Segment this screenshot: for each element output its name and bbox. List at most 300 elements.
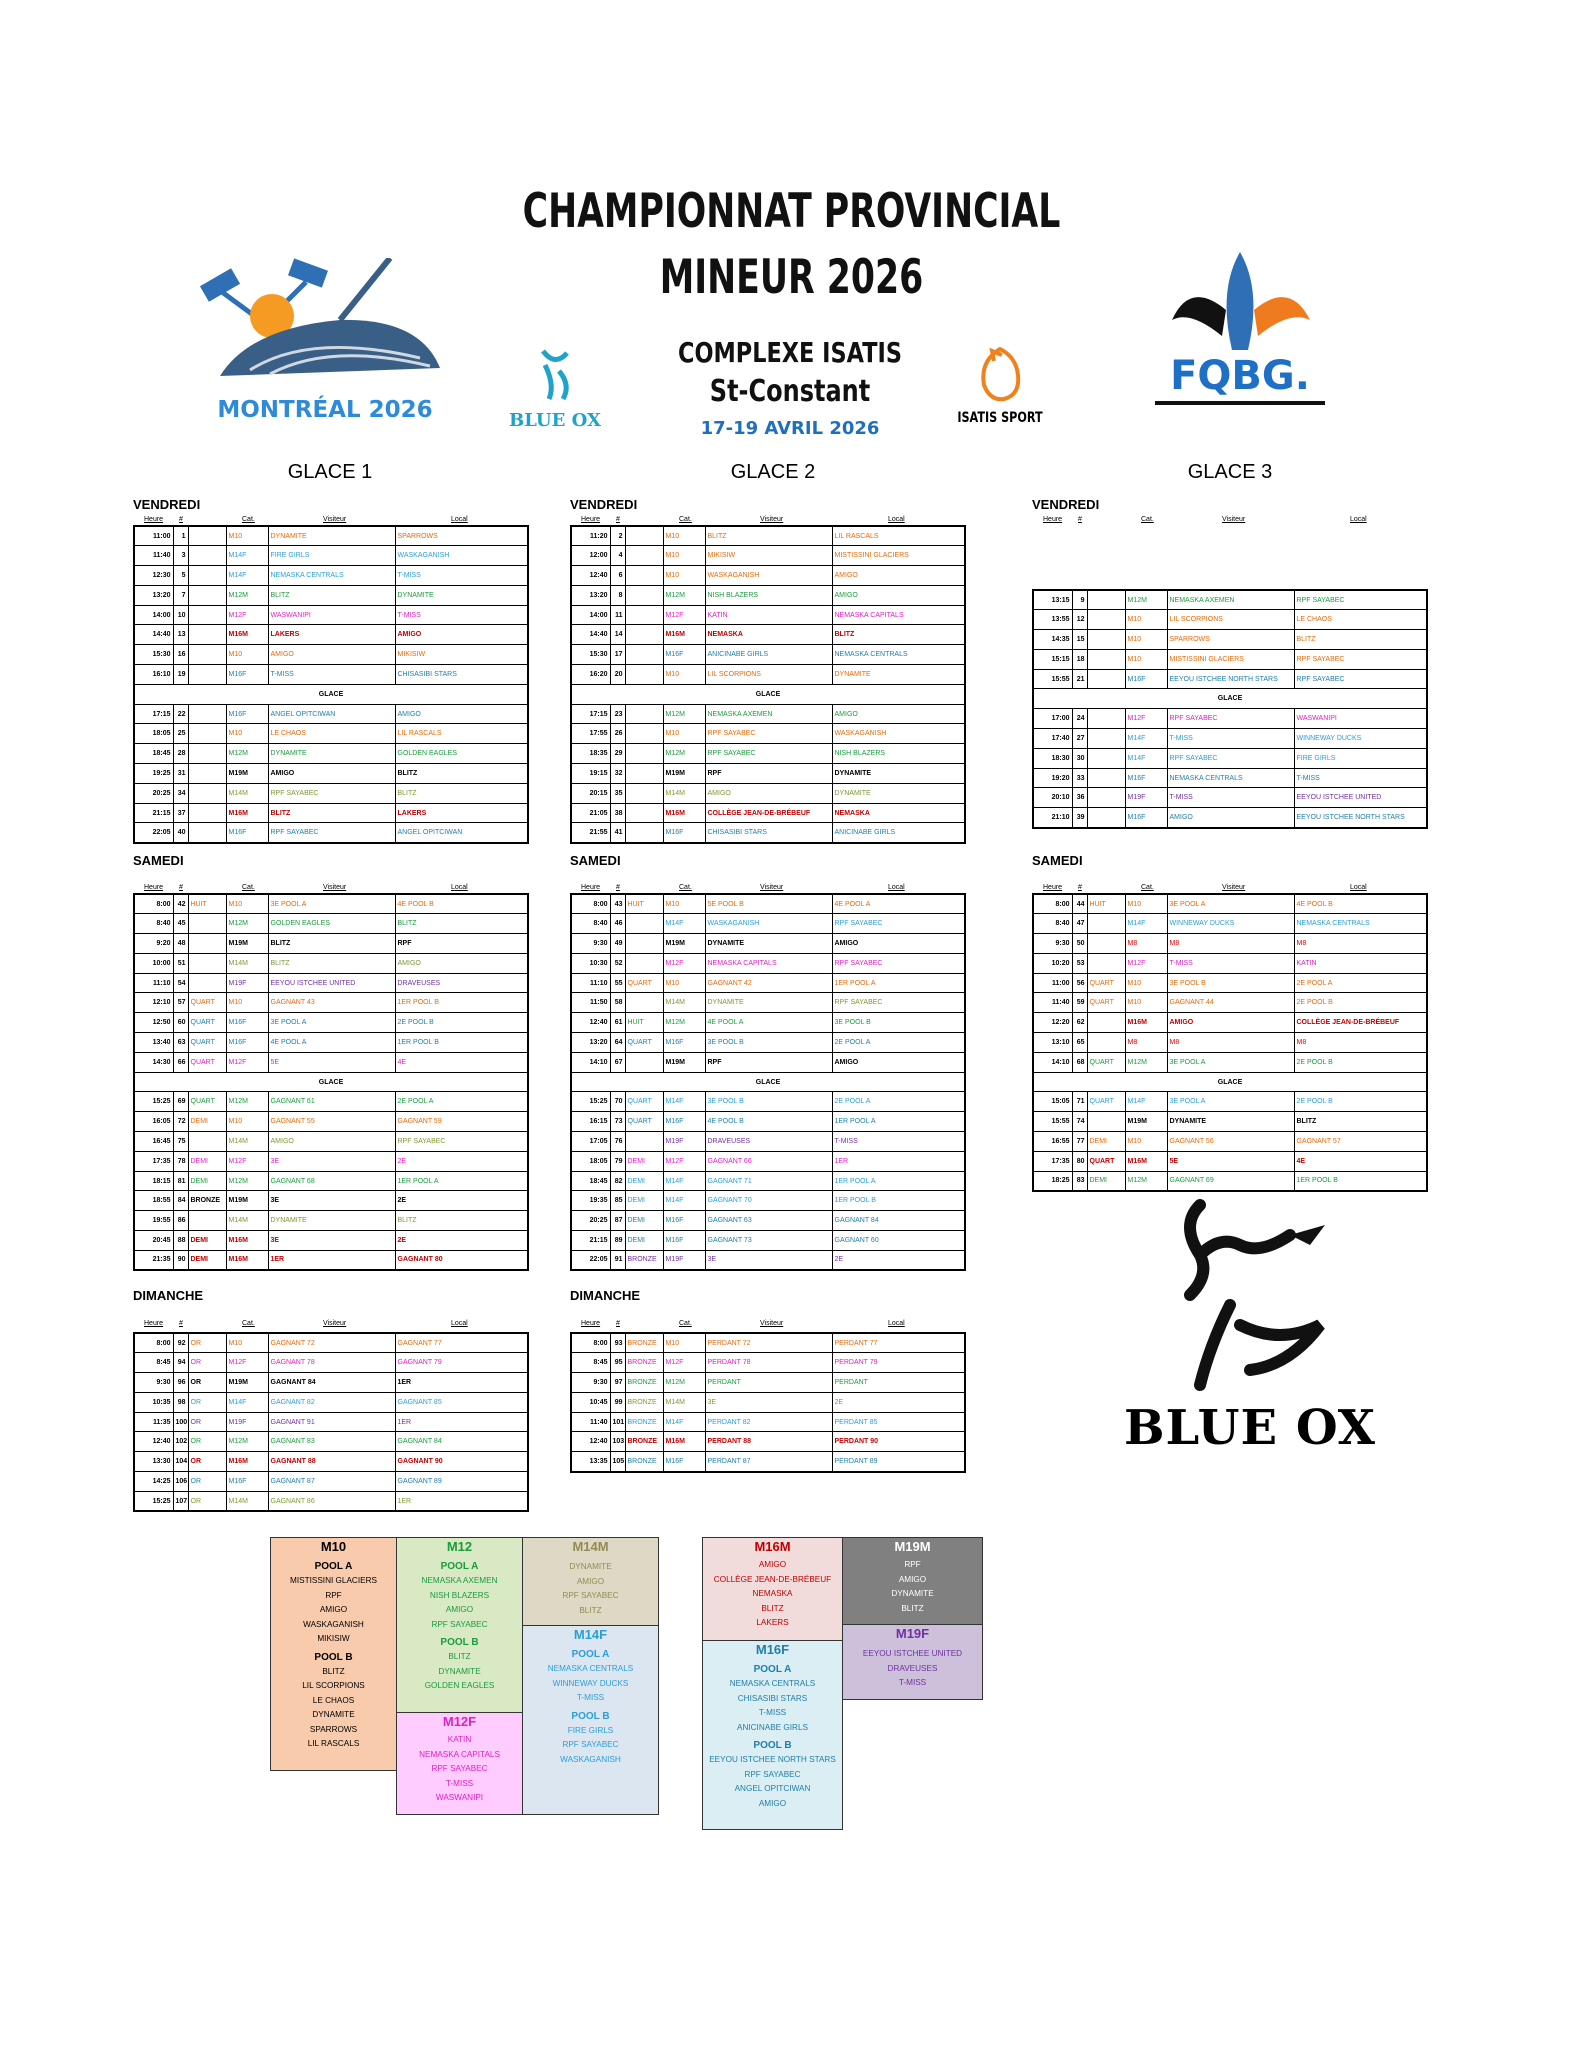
round-cell: BRONZE <box>625 1250 663 1270</box>
category-cell: M14M <box>226 953 268 973</box>
local-cell: DYNAMITE <box>395 585 528 605</box>
local-cell: BLITZ <box>395 783 528 803</box>
game-number-cell: 82 <box>610 1171 625 1191</box>
pool-team: BLITZ <box>901 1603 924 1613</box>
local-cell: AMIGO <box>832 934 965 954</box>
table-row <box>134 1211 528 1231</box>
category-cell: M16F <box>1125 669 1167 689</box>
time-cell: 12:40 <box>571 1432 610 1452</box>
visitor-cell: EEYOU ISTCHEE NORTH STARS <box>1167 669 1294 689</box>
round-cell <box>1087 630 1125 650</box>
game-number-cell: 49 <box>610 934 625 954</box>
visitor-cell: DYNAMITE <box>268 744 395 764</box>
table-row <box>1033 993 1427 1013</box>
table-row <box>134 1392 528 1412</box>
table-row <box>1033 1132 1427 1152</box>
category-cell: M16F <box>226 665 268 685</box>
time-cell: 10:35 <box>134 1392 173 1412</box>
table-row <box>571 1373 965 1393</box>
time-cell: 13:20 <box>571 585 610 605</box>
column-header: Visiteur <box>323 884 347 891</box>
game-number-cell: 54 <box>173 973 188 993</box>
blue-ox-big-logo <box>1100 1195 1400 1485</box>
table-row <box>571 1052 965 1072</box>
game-number-cell: 90 <box>173 1250 188 1270</box>
local-cell: 2E POOL B <box>1294 1052 1427 1072</box>
time-cell: 14:30 <box>134 1052 173 1072</box>
visitor-cell: 4E POOL A <box>268 1033 395 1053</box>
time-cell: 16:20 <box>571 665 610 685</box>
pool-team: GOLDEN EAGLES <box>424 1681 495 1690</box>
local-cell: 2E POOL B <box>395 1013 528 1033</box>
time-cell: 16:15 <box>571 1112 610 1132</box>
column-header: # <box>616 1320 620 1327</box>
day-label: VENDREDI <box>570 497 638 512</box>
glace-1-title: GLACE 1 <box>287 461 373 483</box>
column-header: Visiteur <box>323 1320 347 1327</box>
time-cell: 22:05 <box>571 1250 610 1270</box>
category-cell: M14F <box>663 1412 705 1432</box>
visitor-cell: T-MISS <box>1167 729 1294 749</box>
round-cell <box>188 803 226 823</box>
visitor-cell: DYNAMITE <box>268 1211 395 1231</box>
time-cell: 21:15 <box>571 1231 610 1251</box>
table-row <box>134 1013 528 1033</box>
local-cell: NISH BLAZERS <box>832 744 965 764</box>
table-row <box>134 764 528 784</box>
pool-team: DYNAMITE <box>891 1589 934 1598</box>
visitor-cell: 3E POOL B <box>1167 973 1294 993</box>
game-number-cell: 70 <box>610 1092 625 1112</box>
visitor-cell: LAKERS <box>268 625 395 645</box>
category-cell: M10 <box>1125 649 1167 669</box>
table-row <box>571 914 965 934</box>
column-header: Cat. <box>242 884 255 891</box>
visitor-cell: AMIGO <box>1167 1013 1294 1033</box>
visitor-cell: NEMASKA AXEMEN <box>705 704 832 724</box>
round-cell <box>1087 1033 1125 1053</box>
table-row <box>134 953 528 973</box>
table-row <box>134 1432 528 1452</box>
pool-teams <box>703 1677 842 1735</box>
visitor-cell: GAGNANT 43 <box>268 993 395 1013</box>
visitor-cell: AMIGO <box>268 645 395 665</box>
round-cell: OR <box>188 1392 226 1412</box>
pool-team: RPF SAYABEC <box>562 1740 619 1749</box>
local-cell: 1ER POOL A <box>832 1112 965 1132</box>
time-cell: 16:45 <box>134 1132 173 1152</box>
visitor-cell: EEYOU ISTCHEE UNITED <box>268 973 395 993</box>
table-row <box>571 1191 965 1211</box>
category-cell: M16F <box>226 1472 268 1492</box>
time-cell: 11:10 <box>571 973 610 993</box>
game-number-cell: 79 <box>610 1151 625 1171</box>
local-cell: RPF SAYABEC <box>1294 669 1427 689</box>
table-row <box>134 894 528 914</box>
category-cell: M12M <box>226 744 268 764</box>
local-cell: 2E <box>832 1392 965 1412</box>
round-cell: HUIT <box>1087 894 1125 914</box>
local-cell: GAGNANT 77 <box>395 1333 528 1353</box>
category-cell: M16F <box>226 704 268 724</box>
pool-teams <box>397 1574 522 1632</box>
table-row <box>1033 669 1427 689</box>
column-header: Heure <box>1043 516 1063 523</box>
round-cell <box>188 704 226 724</box>
visitor-cell: 3E POOL B <box>705 1033 832 1053</box>
table-row <box>134 704 528 724</box>
pool-box-m14f: M14F POOL A NEMASKA CENTRALS WINNEWAY DUCKS T-MISS POOL B FIRE GIRLS RPF SAYABEC WASKAGANISH <box>522 1625 659 1815</box>
pool-team: NEMASKA CENTRALS <box>729 1679 816 1688</box>
round-cell <box>1087 953 1125 973</box>
game-number-cell: 104 <box>173 1452 188 1472</box>
table-row <box>134 1151 528 1171</box>
table-row <box>571 1432 965 1452</box>
local-cell: LIL RASCALS <box>832 526 965 546</box>
game-number-cell: 55 <box>610 973 625 993</box>
visitor-cell: GAGNANT 87 <box>268 1472 395 1492</box>
local-cell: T-MISS <box>395 566 528 586</box>
table-row <box>571 1250 965 1270</box>
time-cell: 9:30 <box>134 1373 173 1393</box>
local-cell: BLITZ <box>395 1211 528 1231</box>
local-cell: EEYOU ISTCHEE UNITED <box>1294 788 1427 808</box>
visitor-cell: DRAVEUSES <box>705 1132 832 1152</box>
visitor-cell: NISH BLAZERS <box>705 585 832 605</box>
category-cell: M16M <box>663 625 705 645</box>
pool-box-m12: M12 POOL A NEMASKA AXEMEN NISH BLAZERS AMIGO RPF SAYABEC POOL B BLITZ DYNAMITE GOLDEN EAGLES <box>396 1537 523 1713</box>
local-cell: RPF SAYABEC <box>832 914 965 934</box>
pool-team: RPF <box>325 1590 342 1600</box>
table-row <box>571 953 965 973</box>
visitor-cell: BLITZ <box>268 585 395 605</box>
category-cell: M16F <box>663 823 705 843</box>
visitor-cell: M8 <box>1167 934 1294 954</box>
time-cell: 11:40 <box>134 546 173 566</box>
local-cell: 3E POOL B <box>832 1013 965 1033</box>
category-cell: M12M <box>663 1013 705 1033</box>
local-cell: GAGNANT 79 <box>395 1353 528 1373</box>
local-cell: RPF SAYABEC <box>395 1132 528 1152</box>
game-number-cell: 91 <box>610 1250 625 1270</box>
visitor-cell: FIRE GIRLS <box>268 546 395 566</box>
game-number-cell: 7 <box>173 585 188 605</box>
game-number-cell: 44 <box>1072 894 1087 914</box>
game-number-cell: 36 <box>1072 788 1087 808</box>
category-cell: M16F <box>663 1211 705 1231</box>
round-cell <box>625 1052 663 1072</box>
round-cell: DEMI <box>1087 1171 1125 1191</box>
table-row <box>571 566 965 586</box>
round-cell <box>1087 610 1125 630</box>
round-cell <box>625 645 663 665</box>
local-cell: DYNAMITE <box>832 783 965 803</box>
visitor-cell: RPF SAYABEC <box>1167 709 1294 729</box>
round-cell: DEMI <box>1087 1132 1125 1152</box>
schedule-table <box>570 1332 966 1473</box>
time-cell: 13:20 <box>134 585 173 605</box>
round-cell: DEMI <box>188 1171 226 1191</box>
game-number-cell: 66 <box>173 1052 188 1072</box>
time-cell: 19:25 <box>134 764 173 784</box>
pool-team: BLITZ <box>579 1605 602 1615</box>
round-cell: OR <box>188 1353 226 1373</box>
game-number-cell: 89 <box>610 1231 625 1251</box>
visitor-cell: GAGNANT 84 <box>268 1373 395 1393</box>
table-row <box>571 973 965 993</box>
time-cell: 15:55 <box>1033 1112 1072 1132</box>
visitor-cell: T-MISS <box>268 665 395 685</box>
time-cell: 18:35 <box>571 744 610 764</box>
time-cell: 11:10 <box>134 973 173 993</box>
game-number-cell: 40 <box>173 823 188 843</box>
pool-team: T-MISS <box>758 1708 787 1717</box>
column-header: Visiteur <box>760 1320 784 1327</box>
visitor-cell: CHISASIBI STARS <box>705 823 832 843</box>
table-row <box>571 1151 965 1171</box>
table-row <box>134 1112 528 1132</box>
game-number-cell: 64 <box>610 1033 625 1053</box>
category-cell: M10 <box>226 894 268 914</box>
round-cell: DEMI <box>625 1151 663 1171</box>
time-cell: 12:50 <box>134 1013 173 1033</box>
category-cell: M10 <box>663 566 705 586</box>
pool-team: RPF <box>904 1560 921 1569</box>
table-row <box>1033 1013 1427 1033</box>
table-row <box>571 625 965 645</box>
time-cell: 11:00 <box>134 526 173 546</box>
visitor-cell: GAGNANT 69 <box>1167 1171 1294 1191</box>
game-number-cell: 73 <box>610 1112 625 1132</box>
category-cell: M10 <box>1125 630 1167 650</box>
game-number-cell: 2 <box>610 526 625 546</box>
pool-team: LE CHAOS <box>312 1695 355 1705</box>
category-cell: M12M <box>226 1432 268 1452</box>
time-cell: 20:25 <box>571 1211 610 1231</box>
category-cell: M14F <box>663 1171 705 1191</box>
table-row <box>1033 1112 1427 1132</box>
local-cell: GAGNANT 57 <box>1294 1132 1427 1152</box>
column-header: # <box>616 516 620 523</box>
round-cell <box>625 526 663 546</box>
time-cell: 12:40 <box>571 566 610 586</box>
local-cell: CHISASIBI STARS <box>395 665 528 685</box>
isatis-sport-logo <box>945 345 1055 445</box>
round-cell: OR <box>188 1412 226 1432</box>
local-cell: 1ER POOL A <box>832 973 965 993</box>
time-cell: 21:05 <box>571 803 610 823</box>
title-line-2: MINEUR 2026 <box>659 250 924 305</box>
visitor-cell: WASWANIPI <box>268 605 395 625</box>
game-number-cell: 26 <box>610 724 625 744</box>
visitor-cell: RPF <box>705 1052 832 1072</box>
local-cell: NEMASKA CENTRALS <box>1294 914 1427 934</box>
round-cell <box>625 744 663 764</box>
blue-ox-small-logo <box>495 345 615 445</box>
visitor-cell: PERDANT 88 <box>705 1432 832 1452</box>
local-cell: 1ER POOL B <box>395 1033 528 1053</box>
table-row <box>571 1092 965 1112</box>
round-cell <box>1087 748 1125 768</box>
local-cell: FIRE GIRLS <box>1294 748 1427 768</box>
category-cell: M14M <box>663 783 705 803</box>
round-cell <box>188 625 226 645</box>
local-cell: T-MISS <box>832 1132 965 1152</box>
category-cell: M14F <box>663 914 705 934</box>
round-cell <box>1087 1013 1125 1033</box>
time-cell: 15:25 <box>134 1491 173 1511</box>
local-cell: KATIN <box>1294 953 1427 973</box>
column-header: # <box>179 884 183 891</box>
table-row <box>571 803 965 823</box>
game-number-cell: 9 <box>1072 590 1087 610</box>
table-row <box>571 993 965 1013</box>
round-cell: BRONZE <box>625 1432 663 1452</box>
visitor-cell: SPARROWS <box>1167 630 1294 650</box>
pool-team: RPF SAYABEC <box>744 1769 801 1779</box>
time-cell: 8:45 <box>134 1353 173 1373</box>
pool-team: SPARROWS <box>309 1724 358 1734</box>
table-row <box>134 1072 528 1092</box>
visitor-cell: GAGNANT 71 <box>705 1171 832 1191</box>
time-cell: 13:30 <box>134 1452 173 1472</box>
time-cell: 14:40 <box>134 625 173 645</box>
time-cell: 20:25 <box>134 783 173 803</box>
visitor-cell: GAGNANT 73 <box>705 1231 832 1251</box>
pool-teams <box>843 1647 982 1691</box>
local-cell: AMIGO <box>395 953 528 973</box>
pool-team: CHISASIBI STARS <box>737 1693 808 1703</box>
visitor-cell: ANGEL OPITCIWAN <box>268 704 395 724</box>
schedule-table <box>570 893 966 1271</box>
time-cell: 8:00 <box>134 1333 173 1353</box>
pool-team: NEMASKA AXEMEN <box>421 1576 498 1585</box>
round-cell <box>625 803 663 823</box>
pool-team: MISTISSINI GLACIERS <box>290 1576 377 1585</box>
category-cell: M19M <box>226 1191 268 1211</box>
column-header: Visiteur <box>760 516 784 523</box>
column-header: Cat. <box>242 516 255 523</box>
time-cell: 10:00 <box>134 953 173 973</box>
pool-team: RPF SAYABEC <box>431 1764 488 1773</box>
time-cell: 10:30 <box>571 953 610 973</box>
column-header: # <box>179 516 183 523</box>
pool-team: AMIGO <box>576 1576 605 1586</box>
round-cell: DEMI <box>625 1171 663 1191</box>
category-cell: M10 <box>663 894 705 914</box>
local-cell: PERDANT 79 <box>832 1353 965 1373</box>
time-cell: 17:55 <box>571 724 610 744</box>
table-row <box>571 526 965 546</box>
ice-resurface-row: GLACE <box>1033 689 1427 709</box>
category-cell: M16M <box>1125 1151 1167 1171</box>
title-line-1: CHAMPIONNAT PROVINCIAL <box>522 184 1061 239</box>
column-header: Heure <box>1043 884 1063 891</box>
table-row <box>571 1211 965 1231</box>
game-number-cell: 68 <box>1072 1052 1087 1072</box>
category-cell: M8 <box>1125 934 1167 954</box>
visitor-cell: NEMASKA CAPITALS <box>705 953 832 973</box>
montreal-2026-logo <box>190 258 460 423</box>
category-cell: M16M <box>226 1231 268 1251</box>
local-cell: 1ER <box>832 1151 965 1171</box>
table-row <box>134 1353 528 1373</box>
visitor-cell: AMIGO <box>268 764 395 784</box>
local-cell: 1ER POOL A <box>395 1171 528 1191</box>
category-cell: M16F <box>663 1452 705 1472</box>
game-number-cell: 50 <box>1072 934 1087 954</box>
visitor-cell: 3E <box>705 1392 832 1412</box>
visitor-cell: MISTISSINI GLACIERS <box>1167 649 1294 669</box>
visitor-cell: GAGNANT 83 <box>268 1432 395 1452</box>
time-cell: 16:10 <box>134 665 173 685</box>
schedule-table <box>570 525 966 844</box>
time-cell: 8:40 <box>134 914 173 934</box>
game-number-cell: 47 <box>1072 914 1087 934</box>
game-number-cell: 32 <box>610 764 625 784</box>
table-row <box>134 1033 528 1053</box>
pool-teams <box>271 1574 396 1647</box>
pool-team: NEMASKA CAPITALS <box>419 1749 500 1759</box>
category-cell: M14F <box>226 1392 268 1412</box>
game-number-cell: 16 <box>173 645 188 665</box>
time-cell: 15:05 <box>1033 1092 1072 1112</box>
game-number-cell: 103 <box>610 1432 625 1452</box>
table-row <box>571 704 965 724</box>
visitor-cell: WASKAGANISH <box>705 566 832 586</box>
visitor-cell: 3E <box>268 1231 395 1251</box>
category-cell: M14M <box>226 1491 268 1511</box>
column-header: Cat. <box>242 1320 255 1327</box>
visitor-cell: BLITZ <box>268 934 395 954</box>
local-cell: 2E POOL A <box>832 1092 965 1112</box>
schedule-table <box>1032 893 1428 1192</box>
visitor-cell: 4E POOL B <box>705 1112 832 1132</box>
time-cell: 17:35 <box>1033 1151 1072 1171</box>
game-number-cell: 51 <box>173 953 188 973</box>
category-cell: M19M <box>226 1373 268 1393</box>
game-number-cell: 4 <box>610 546 625 566</box>
game-number-cell: 56 <box>1072 973 1087 993</box>
dates: 17-19 AVRIL 2026 <box>700 418 880 439</box>
game-number-cell: 35 <box>610 783 625 803</box>
category-cell: M12M <box>1125 1171 1167 1191</box>
game-number-cell: 65 <box>1072 1033 1087 1053</box>
visitor-cell: GAGNANT 88 <box>268 1452 395 1472</box>
visitor-cell: RPF SAYABEC <box>705 724 832 744</box>
category-cell: M10 <box>226 645 268 665</box>
local-cell: PERDANT 90 <box>832 1432 965 1452</box>
local-cell: WINNEWAY DUCKS <box>1294 729 1427 749</box>
visitor-cell: 3E POOL A <box>1167 894 1294 914</box>
pool-box-m16m: M16M AMIGO COLLÈGE JEAN-DE-BRÉBEUF NEMASKA BLITZ LAKERS <box>702 1537 843 1641</box>
visitor-cell: 3E <box>705 1250 832 1270</box>
local-cell: GAGNANT 89 <box>395 1472 528 1492</box>
local-cell: GAGNANT 60 <box>832 1231 965 1251</box>
round-cell: DEMI <box>625 1211 663 1231</box>
pool-box-m19m: M19M RPF AMIGO DYNAMITE BLITZ <box>842 1537 983 1625</box>
time-cell: 17:35 <box>134 1151 173 1171</box>
pool-team: NISH BLAZERS <box>429 1590 490 1600</box>
table-row <box>571 764 965 784</box>
time-cell: 18:30 <box>1033 748 1072 768</box>
local-cell: 1ER POOL A <box>832 1171 965 1191</box>
local-cell: 2E <box>395 1151 528 1171</box>
game-number-cell: 10 <box>173 605 188 625</box>
visitor-cell: 5E POOL B <box>705 894 832 914</box>
local-cell: GAGNANT 84 <box>832 1211 965 1231</box>
game-number-cell: 63 <box>173 1033 188 1053</box>
